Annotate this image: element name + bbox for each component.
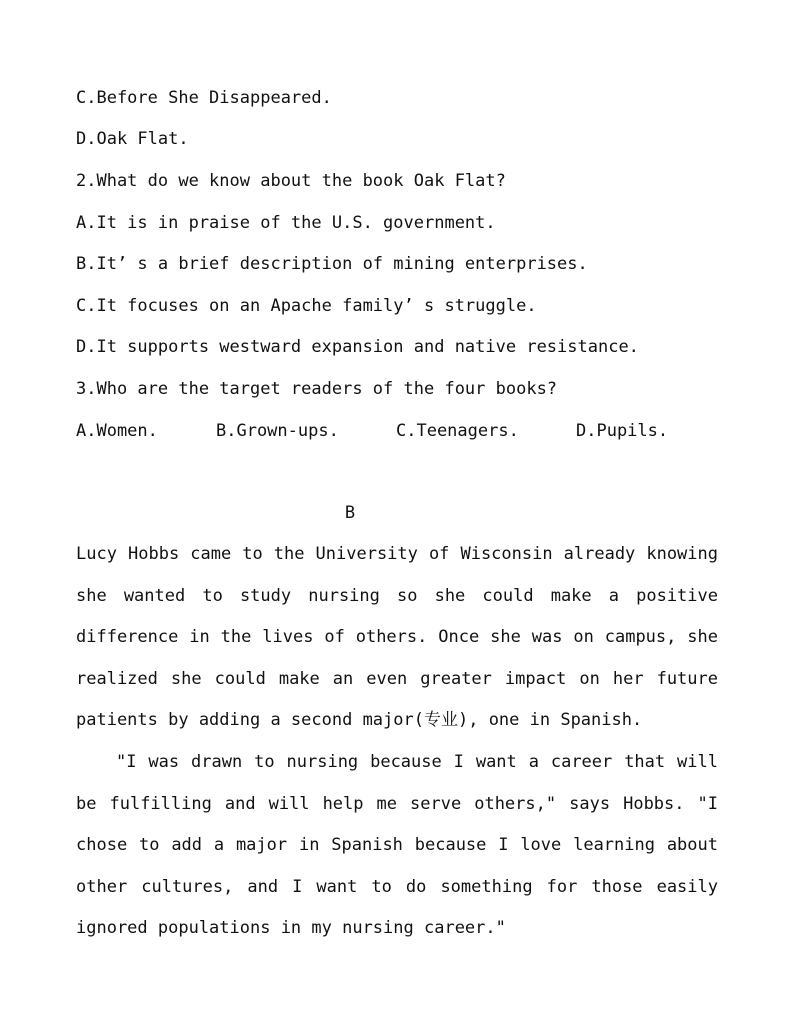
- q3-question: 3.Who are the target readers of the four books?: [76, 379, 558, 399]
- q1-option-d: D.Oak Flat.: [76, 129, 189, 149]
- passage-paragraph-2: "I was drawn to nursing because I want a career that will be fulfilling and will help me serve others," says Hobbs. "I chose to add a major in Spanish because I love learning about other cultures, and I want to do something for those easily ignored populations in my nursing career.": [76, 752, 718, 939]
- q3-option-b: B.Grown-ups.: [216, 421, 339, 441]
- q3-option-a: A.Women.: [76, 421, 158, 441]
- q2-option-c: C.It focuses on an Apache family’ s struggle.: [76, 296, 537, 316]
- q3-option-c: C.Teenagers.: [396, 421, 519, 441]
- passage-paragraph-1: Lucy Hobbs came to the University of Wisconsin already knowing she wanted to study nursing so she could make a positive difference in the lives of others. Once she was on campus, she realized she could make an even greater impact on her future patients by adding a second major(专业), one in Spanish.: [76, 544, 718, 731]
- q2-option-a: A.It is in praise of the U.S. government.: [76, 213, 496, 233]
- q1-option-c: C.Before She Disappeared.: [76, 88, 332, 108]
- q2-question: 2.What do we know about the book Oak Flat?: [76, 171, 506, 191]
- q2-option-d: D.It supports westward expansion and native resistance.: [76, 337, 639, 357]
- q3-option-d: D.Pupils.: [576, 421, 669, 441]
- section-heading: B: [344, 503, 356, 523]
- q2-option-b: B.It’ s a brief description of mining enterprises.: [76, 254, 588, 274]
